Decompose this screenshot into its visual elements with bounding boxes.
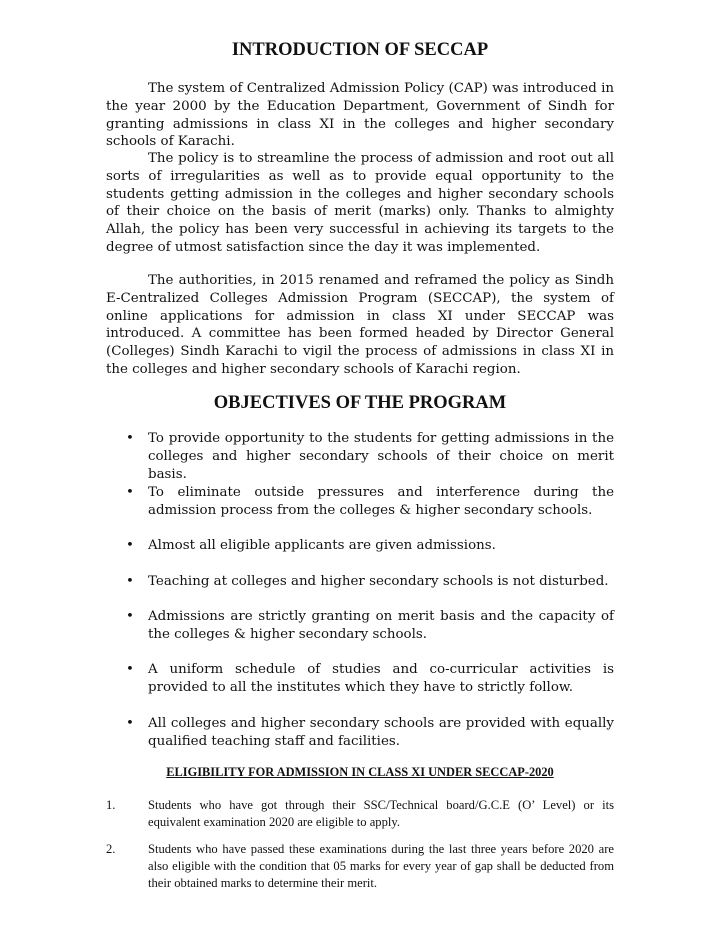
bullet-icon: • bbox=[126, 485, 134, 500]
intro-paragraph-3 bbox=[106, 272, 614, 379]
eligibility-text: Students who have got through their SSC/Technical board/G.C.E (O’ Level) or its equivalent examination 2020 are eligible to apply. bbox=[148, 798, 614, 829]
objective-text: Almost all eligible applicants are given admissions. bbox=[148, 538, 496, 553]
intro-paragraph-3-text: The authorities, in 2015 renamed and reframed the policy as Sindh E-Centralized Colleges Admission Program (SECCAP), the system of online applications for admission in class XI under SECCAP was introduced. A committee has been formed headed by Director General (Colleges) Sindh Karachi to vigil the process of admissions in class XI in the colleges and higher secondary schools of Karachi region. bbox=[106, 273, 614, 377]
objective-text: To provide opportunity to the students for getting admissions in the colleges and higher secondary schools of their choice on merit basis. bbox=[148, 431, 614, 482]
objective-text: All colleges and higher secondary schools are provided with equally qualified teaching staff and facilities. bbox=[148, 716, 614, 749]
eligibility-text: Students who have passed these examinations during the last three years before 2020 are also eligible with the condition that 05 marks for every year of gap shall be deducted from their obtained marks to determine their merit. bbox=[148, 842, 614, 890]
eligibility-number: 1. bbox=[106, 798, 116, 812]
intro-heading: INTRODUCTION OF SECCAP bbox=[231, 40, 489, 60]
intro-paragraph-2 bbox=[106, 150, 614, 257]
intro-paragraph-2-text: The policy is to streamline the process of admission and root out all sorts of irregularities as well as to provide equal opportunity to the students getting admission in the colleges and higher secondary schools of their choice on the basis of merit (marks) only. Thanks to almighty Allah, the policy has been very successful in achieving its targets to the degree of utmost satisfaction since the day it was implemented. bbox=[106, 151, 614, 255]
eligibility-heading: ELIGIBILITY FOR ADMISSION IN CLASS XI UNDER SECCAP-2020 bbox=[166, 765, 554, 779]
eligibility-number: 2. bbox=[106, 842, 116, 856]
objective-text: Admissions are strictly granting on merit basis and the capacity of the colleges & higher secondary schools. bbox=[148, 609, 614, 642]
objective-text: Teaching at colleges and higher secondary schools is not disturbed. bbox=[148, 574, 609, 589]
bullet-icon: • bbox=[126, 574, 134, 589]
bullet-icon: • bbox=[126, 609, 134, 624]
bullet-icon: • bbox=[126, 431, 134, 446]
objective-text: To eliminate outside pressures and interference during the admission process from the colleges & higher secondary schools. bbox=[148, 485, 614, 518]
objectives-heading: OBJECTIVES OF THE PROGRAM bbox=[213, 393, 507, 413]
bullet-icon: • bbox=[126, 662, 134, 677]
bullet-icon: • bbox=[126, 716, 134, 731]
objective-text: A uniform schedule of studies and co-curricular activities is provided to all the institutes which they have to strictly follow. bbox=[148, 662, 614, 695]
intro-paragraph-1 bbox=[106, 80, 614, 151]
intro-paragraph-1-text: The system of Centralized Admission Policy (CAP) was introduced in the year 2000 by the Education Department, Government of Sindh for granting admissions in class XI in the colleges and higher secondary schools of Karachi. bbox=[106, 81, 614, 150]
bullet-icon: • bbox=[126, 538, 134, 553]
